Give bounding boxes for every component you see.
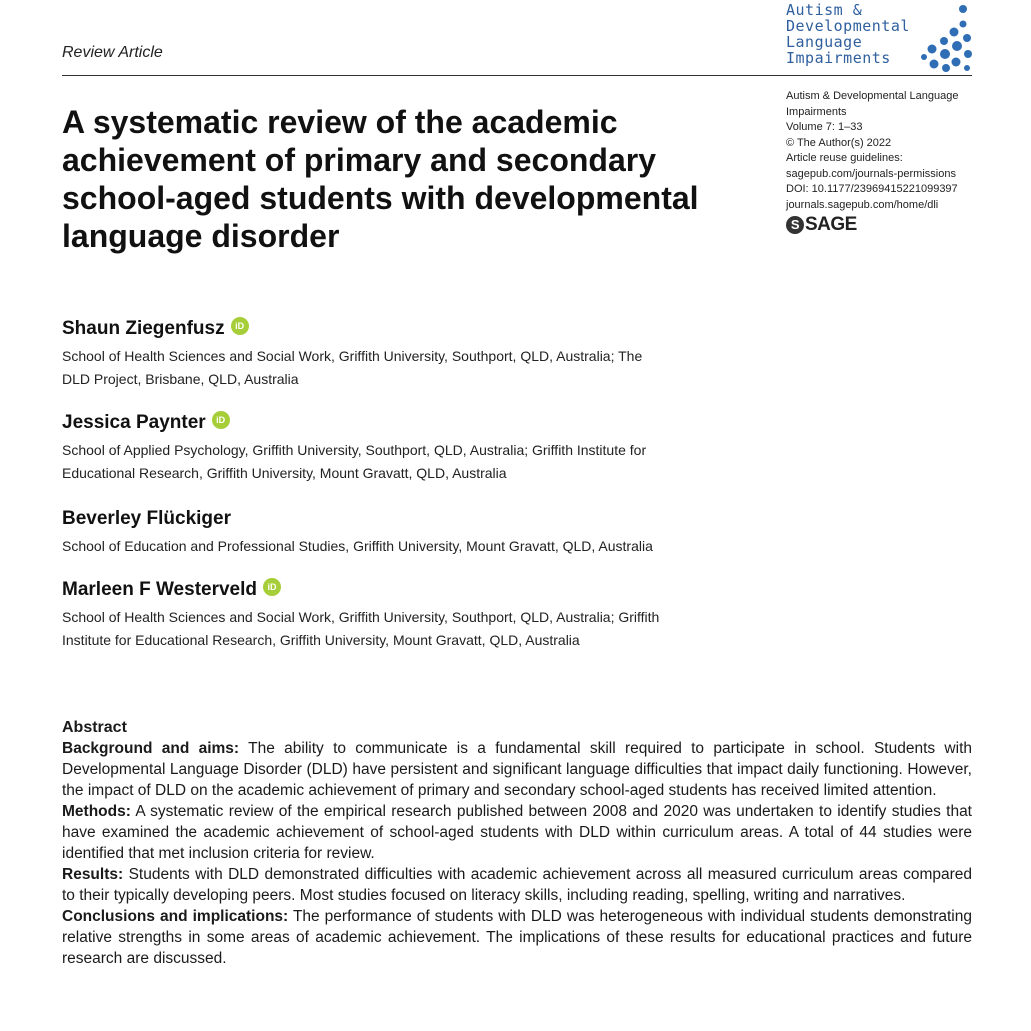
affiliation-line: School of Applied Psychology, Griffith University, Southport, QLD, Australia; Griffith Institute for (62, 442, 647, 458)
sage-logo (786, 216, 986, 234)
sage-mark-icon: S (786, 216, 804, 234)
affiliation-line: DLD Project, Brisbane, QLD, Australia (62, 371, 299, 387)
header-divider (62, 75, 972, 76)
orcid-icon[interactable]: iD (263, 578, 281, 596)
abstract-text: The performance of students with DLD was heterogeneous with individual students demonstrating relative strengths in some areas of academic achievement. The implications of these results for educational practices and future research are discussed. (62, 908, 972, 967)
author-name-row (62, 317, 762, 341)
abstract-conclusions (62, 906, 972, 969)
author-name: Beverley Flückiger (62, 508, 231, 529)
affiliation-line: School of Health Sciences and Social Work, Griffith University, Southport, QLD, Australia; The (62, 348, 643, 364)
author-name-row (62, 578, 762, 602)
abstract-text: The ability to communicate is a fundamental skill required to participate in school. Students with Developmental Language Disorder (DLD) have persistent and significant language difficulties that impact daily functioning. However, the impact of DLD on the academic achievement of primary and secondary school-aged students has received limited attention. (62, 740, 973, 799)
journal-logo-line: Developmental (786, 17, 910, 35)
affiliation-line: Educational Research, Griffith University, Mount Gravatt, QLD, Australia (62, 465, 507, 481)
journal-logo-text (786, 2, 910, 66)
abstract-methods (62, 801, 972, 864)
author-block (62, 507, 762, 558)
author-block (62, 317, 762, 391)
journal-logo-line: Language (786, 33, 863, 51)
meta-copyright: © The Author(s) 2022 (786, 136, 892, 149)
abstract-text: Students with DLD demonstrated difficulties with academic achievement across all measured curriculum areas compared to their typically developing peers. Most studies focused on literacy skills, including reading, spelling, writing and narratives. (62, 866, 973, 904)
journal-logo-line: Impairments (786, 49, 891, 67)
affiliation-line: Institute for Educational Research, Griffith University, Mount Gravatt, QLD, Australia (62, 632, 580, 648)
author-affiliation (62, 439, 762, 485)
abstract-results (62, 864, 972, 906)
meta-reuse-label: Article reuse guidelines: (786, 152, 903, 164)
author-block (62, 578, 762, 652)
abstract-label: Results: (62, 866, 124, 883)
abstract-text: A systematic review of the empirical research published between 2008 and 2020 was undertaken to identify studies that have examined the academic achievement of school-aged students with DLD within curriculum areas. A total of 44 studies were identified that met inclusion criteria for review. (62, 803, 972, 862)
author-block (62, 411, 762, 485)
article-title: A systematic review of the academic achievement of primary and secondary school-aged students with developmental language disorder (62, 104, 699, 254)
article-type: Review Article (62, 44, 163, 61)
author-name: Jessica Paynter (62, 412, 206, 433)
meta-doi[interactable]: DOI: 10.1177/23969415221099397 (786, 183, 958, 195)
author-affiliation (62, 535, 762, 558)
abstract-label: Background and aims: (62, 740, 240, 757)
journal-metadata (786, 89, 986, 234)
orcid-icon[interactable]: iD (231, 317, 249, 335)
journal-logo-line: Autism & (786, 1, 863, 19)
affiliation-line: School of Health Sciences and Social Work, Griffith University, Southport, QLD, Australia; Griffith (62, 609, 660, 625)
meta-journal-name-cont: Impairments (786, 105, 847, 118)
affiliation-line: School of Education and Professional Studies, Griffith University, Mount Gravatt, QLD, Australia (62, 538, 653, 554)
meta-journal-name: Autism & Developmental Language (786, 90, 959, 102)
abstract (62, 717, 972, 969)
author-affiliation (62, 345, 762, 391)
journal-logo-dots-icon (918, 2, 976, 74)
abstract-label: Methods: (62, 803, 131, 820)
orcid-icon[interactable]: iD (212, 411, 230, 429)
author-name: Marleen F Westerveld (62, 579, 258, 600)
author-name-row (62, 507, 762, 531)
meta-journal-url[interactable]: journals.sagepub.com/home/dli (786, 198, 939, 211)
journal-logo (786, 2, 976, 72)
author-affiliation (62, 606, 762, 652)
author-name-row (62, 411, 762, 435)
meta-permissions-link[interactable]: sagepub.com/journals-permissions (786, 167, 956, 180)
sage-wordmark: SAGE (805, 214, 857, 236)
abstract-heading: Abstract (62, 719, 127, 736)
abstract-background (62, 738, 972, 801)
abstract-label: Conclusions and implications: (62, 908, 289, 925)
meta-volume: Volume 7: 1–33 (786, 121, 863, 133)
author-name: Shaun Ziegenfusz (62, 318, 225, 339)
